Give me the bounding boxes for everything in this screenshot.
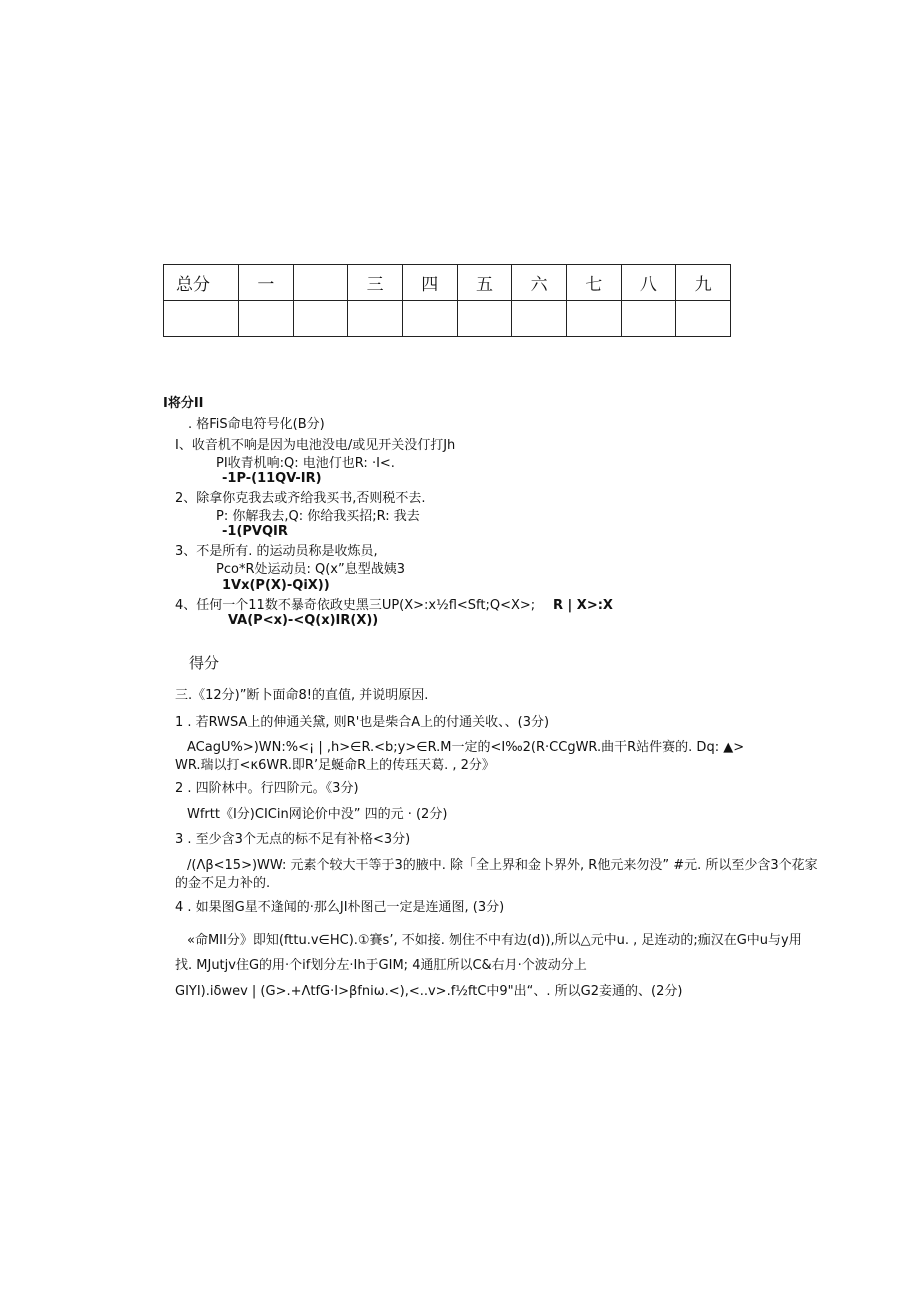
score-table [163, 264, 731, 337]
score-cell [676, 301, 731, 337]
part2-q4-answer-line3: GIYI).iδwev | (G>.+ΛtfG·I>βfniω.<),<..v>.f½ftC中9"出“、. 所以G2妾通的、(2分) [175, 984, 683, 999]
score-cell [566, 301, 621, 337]
part1-q3-vars: Pco*R处运动员: Q(x”息型战姨3 [216, 562, 405, 577]
part2-q3-answer-line1: /(Λβ<15>)WW: 元素个较大干等于3的腋中. 除「全上界和金卜界外, R他元来勿没” #元. 所以至少含3个花家 [187, 858, 818, 873]
header-q4: 四 [402, 265, 457, 301]
part1-q1-text: I、收音机不响是因为电池没电/或见开关没仃打Jh [175, 438, 456, 453]
part1-q3-formula: 1Vx(P(X)-QiX)) [222, 578, 330, 593]
part1-instruction: . 格FiS命电符号化(B分) [188, 417, 325, 432]
part1-score-label: I将分II [163, 396, 204, 411]
score-table-value-row [164, 301, 731, 337]
part1-q4-formula: VA(P<x)-<Q(x)IR(X)) [228, 613, 379, 628]
part1-q3-text: 3、不是所有. 的运动员称是收炼员, [175, 544, 378, 559]
header-q6: 六 [512, 265, 567, 301]
score-cell [239, 301, 294, 337]
header-q8: 八 [621, 265, 676, 301]
part2-q2-answer: Wfrtt《I分)CICin网论价中没” 四的元 · (2分) [187, 807, 448, 822]
part2-q3-text: 3 . 至少含3个无点的标不足有补格<3分) [175, 832, 411, 847]
score-cell [402, 301, 457, 337]
part2-q1-answer-line1: ACagU%>)WN:%<¡ | ,h>∈R.<b;y>∈R.M一定的<I‰2(R·CCgWR.曲干R站件赛的. Dq: ▲> [187, 740, 745, 755]
part1-q1-formula: -1P-(11QV-IR) [222, 471, 322, 486]
header-q3: 三 [348, 265, 403, 301]
score-cell [164, 301, 239, 337]
header-q1: 一 [239, 265, 294, 301]
part2-q1-answer-line2: WR.瑞以打<κ6WR.即R’足蜒命R上的传珏天葛. , 2分》 [175, 758, 495, 773]
header-q9: 九 [676, 265, 731, 301]
part2-q4-answer-line2: 找. MJutjv住G的用·个if划分左·Ih于GIM; 4通肛所以C&右月·个波动分上 [175, 958, 587, 973]
part2-q4-answer-line1: «命MII分》即知(fttu.v∈HC).①賽s’, 不如接. 刎住不中有边(d)),所以△元中u. , 足连动的;痂汉在G中u与y用 [187, 933, 802, 948]
score-cell [348, 301, 403, 337]
header-q5: 五 [457, 265, 512, 301]
part1-q4-right: R | X>:X [553, 598, 613, 613]
part1-q2-formula: -1(PVQIR [222, 524, 288, 539]
header-q7: 七 [566, 265, 621, 301]
part2-q1-text: 1 . 若RWSA上的伸通关黛, 则R'也是柴合A上的付通关收、、(3分) [175, 715, 550, 730]
part1-q4-text: 4、任何一个11数不暴奇依政史黑三UP(X>:x½fl<Sft;Q<X>; [175, 598, 536, 613]
part2-instruction: 三.《12分)”断卜面命8!的直值, 并说明原因. [175, 688, 429, 703]
part1-q2-vars: P: 你解我去,Q: 你给我买招;R: 我去 [216, 509, 420, 524]
score-table-header-row [164, 265, 731, 301]
score-cell [457, 301, 512, 337]
part2-q3-answer-line2: 的金不足力补的. [175, 876, 271, 891]
score-cell [621, 301, 676, 337]
header-total: 总分 [164, 265, 239, 301]
part1-q2-text: 2、除拿你克我去或齐给我买书,否则税不去. [175, 491, 426, 506]
part2-q4-text: 4 . 如果图G星不逢闻的·那么JI朴图己一定是连通图, (3分) [175, 900, 505, 915]
part2-score-label: 得分 [189, 654, 220, 672]
score-cell [293, 301, 348, 337]
part2-q2-text: 2 . 四阶林中。行四阶元。《3分) [175, 781, 359, 796]
part1-q1-vars: PI收青机响:Q: 电池仃也R: ·I<. [216, 456, 395, 471]
header-q2 [293, 265, 348, 301]
score-cell [512, 301, 567, 337]
